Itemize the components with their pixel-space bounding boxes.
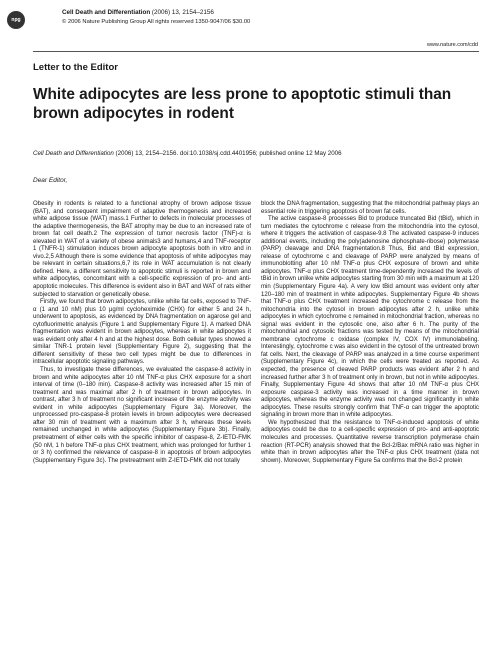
- body-column-left: [33, 201, 251, 465]
- body-paragraph: block the DNA fragmentation, suggesting that the mitochondrial pathway plays an essential role in triggering apoptosis of brown fat cells.: [261, 201, 479, 215]
- copyright-line: © 2006 Nature Publishing Group All rights reserved 1350-9047/06 $30.00: [62, 19, 251, 25]
- salutation: Dear Editor,: [33, 177, 68, 184]
- citation-details: (2006) 13, 2154–2156. doi:10.1038/sj.cdd.4401956; published online 12 May 2006: [113, 150, 342, 157]
- body-paragraph: We hypothesized that the resistance to TNF-α-induced apoptosis of white adipocytes could be due to a cell-specific expression of pro- and anti-apoptotic molecules and processes. Quantitative reverse transcription polymerase chain reaction (RT-PCR) analysis showed that the Bcl-2/Bax mRNA ratio was higher in white than in brown adipocytes after the TNF-α plus CHX treatment (data not shown). Moreover, Supplementary Figure 5a confirms that the Bcl-2 protein: [261, 419, 479, 464]
- journal-citation: (2006) 13, 2154–2156: [151, 9, 214, 16]
- article-title: White adipocytes are less prone to apoptotic stimuli than brown adipocytes in rodent: [33, 86, 452, 122]
- body-paragraph: Thus, to investigate these differences, we evaluated the caspase-8 activity in brown and white adipocytes after 10 nM TNF-α plus CHX exposure for a short interval of time (0–180 min). Caspase-8 activity was increased after 15 min of treatment and was maximal after 2 h of treatment in brown adipocytes. In contrast, after 3 h of treatment no significant increase of the enzyme activity was evident in white adipocytes (Supplementary Figure 3a). Moreover, the unprocessed pro-caspase-8 protein levels in brown adipocytes were decreased after 30 min of treatment with a maximum after 3 h, whereas these levels remained unchanged in white adipocytes (Supplementary Figure 3b). Finally, pretreatment of either cells with the specific inhibitor of caspase-8, Z-IETD-FMK (50 nM, 1 h before TNF-α plus CHX treatment, which was prolonged for further 1 or 3 h) confirmed the relevance of caspase-8 in apoptosis of brown adipocytes (Supplementary Figure 3c). The pretreatment with Z-IETD-FMK did not totally: [33, 367, 251, 464]
- section-label: Letter to the Editor: [33, 62, 118, 73]
- journal-website-link[interactable]: www.nature.com/cdd: [426, 42, 478, 48]
- publisher-logo: npg: [7, 11, 25, 29]
- body-column-right: [261, 201, 479, 465]
- body-paragraph: Firstly, we found that brown adipocytes, unlike white fat cells, exposed to TNF-α (1 and 10 nM) plus 10 μg/ml cycloheximide (CHX) for either 5 and 24 h, underwent to apoptosis, as evidenced by DNA fragmentation on agarose gel and cytofluorimetric analysis (Figure 1 and Supplementary Figure 1). A marked DNA fragmentation was evident in brown adipocytes, whereas in white adipocytes it was evident only after 4 h and at the highest dose. Both cellular types showed a similar TNR-1 protein level (Supplementary Figure 2), suggesting that the different sensitivity of these two cell types might be due to differences in intracellular apoptotic signaling pathways.: [33, 299, 251, 366]
- journal-name: Cell Death and Differentiation: [62, 9, 151, 16]
- page-header: [0, 0, 496, 58]
- journal-line: [62, 9, 482, 17]
- citation-journal: Cell Death and Differentiation: [33, 150, 114, 157]
- header-divider: [33, 51, 479, 52]
- body-paragraph: Obesity in rodents is related to a functional atrophy of brown adipose tissue (BAT), and consequent impairment of adaptive thermogenesis and increased white adipose tissue (WAT) mass.1 Further to defects in molecular processes of the adaptive thermogenesis, the BAT atrophy may be due to an increased rate of brown fat cell death.2 The expression of tumor necrosis factor (TNF)-α is elevated in WAT of a variety of obese animals3 and humans,4 and TNF-receptor 1 (TNFR-1) stimulation induces brown adipocyte apoptosis both in vitro and in vivo.2,5 Although there is some evidence that apoptosis of white adipocytes may be relevant in certain situations,6,7 its role in WAT accumulation is not clearly defined. Here, a different sensitivity to apoptotic stimuli is reported in brown and white adipocytes, concomitant with a cell-specific expression of pro- and anti-apoptotic molecules. This difference is evident also in BAT and WAT of rats either subjected to starvation or genetically obese.: [33, 201, 251, 298]
- article-citation: [33, 150, 479, 158]
- body-paragraph: The active caspase-8 processes Bid to produce truncated Bid (tBid), which in turn mediates the cytochrome c release from the mitochondria into the cytosol, where it triggers the activation of caspase-9.8 The activated caspase-9 induces additional events, including the poly(adenosine diphosphate-ribose) polymerase (PARP) cleavage and DNA fragmentation.8 Thus, Bid and tBid expression, release of cytochrome c and cleavage of PARP were analyzed by means of immunoblotting after 10 nM TNF-α plus CHX exposure of brown and white adipocytes. TNF-α plus CHX treatment time-dependently increased the levels of tBid in brown unlike white adipocytes starting from 30 min with a maximum at 120 min (Supplementary Figure 4a). A very low tBid amount was evident only after 120–180 min of treatment in white adipocytes. Supplementary Figure 4b shows that TNF-α plus CHX treatment increased the cytochrome c release from the mitochondria into the cytosol in brown adipocytes after 2 h, unlike white adipocytes in which cytochrome c remained in mitochondrial fraction, whereas no signal was evident in the cytosolic one, also after 6 h. The purity of the mitochondrial and cytosolic fractions was tested by means of the mitochondrial membrane cytochrome c oxidase (complex IV, COX IV) immunolabeling. Interestingly, cytochrome c was also evident in the cytosol of the untreated brown fat cells. Next, the cleavage of PARP was analyzed in a time course experiment (Supplementary Figure 4c), in which the cells were treated as reported. As expected, the presence of cleaved PARP products was evident after 2 h and increased further after 3 h of treatment only in brown, but not in white adipocytes. Finally, Supplementary Figure 4d shows that after 10 nM TNF-α plus CHX exposure caspase-3 activity was increased in a time manner in brown adipocytes, whereas the enzyme activity was not changed significantly in white adipocytes. These results strongly confirm that TNF-α can trigger the apoptotic signaling in brown more than in white adipocytes.: [261, 216, 479, 419]
